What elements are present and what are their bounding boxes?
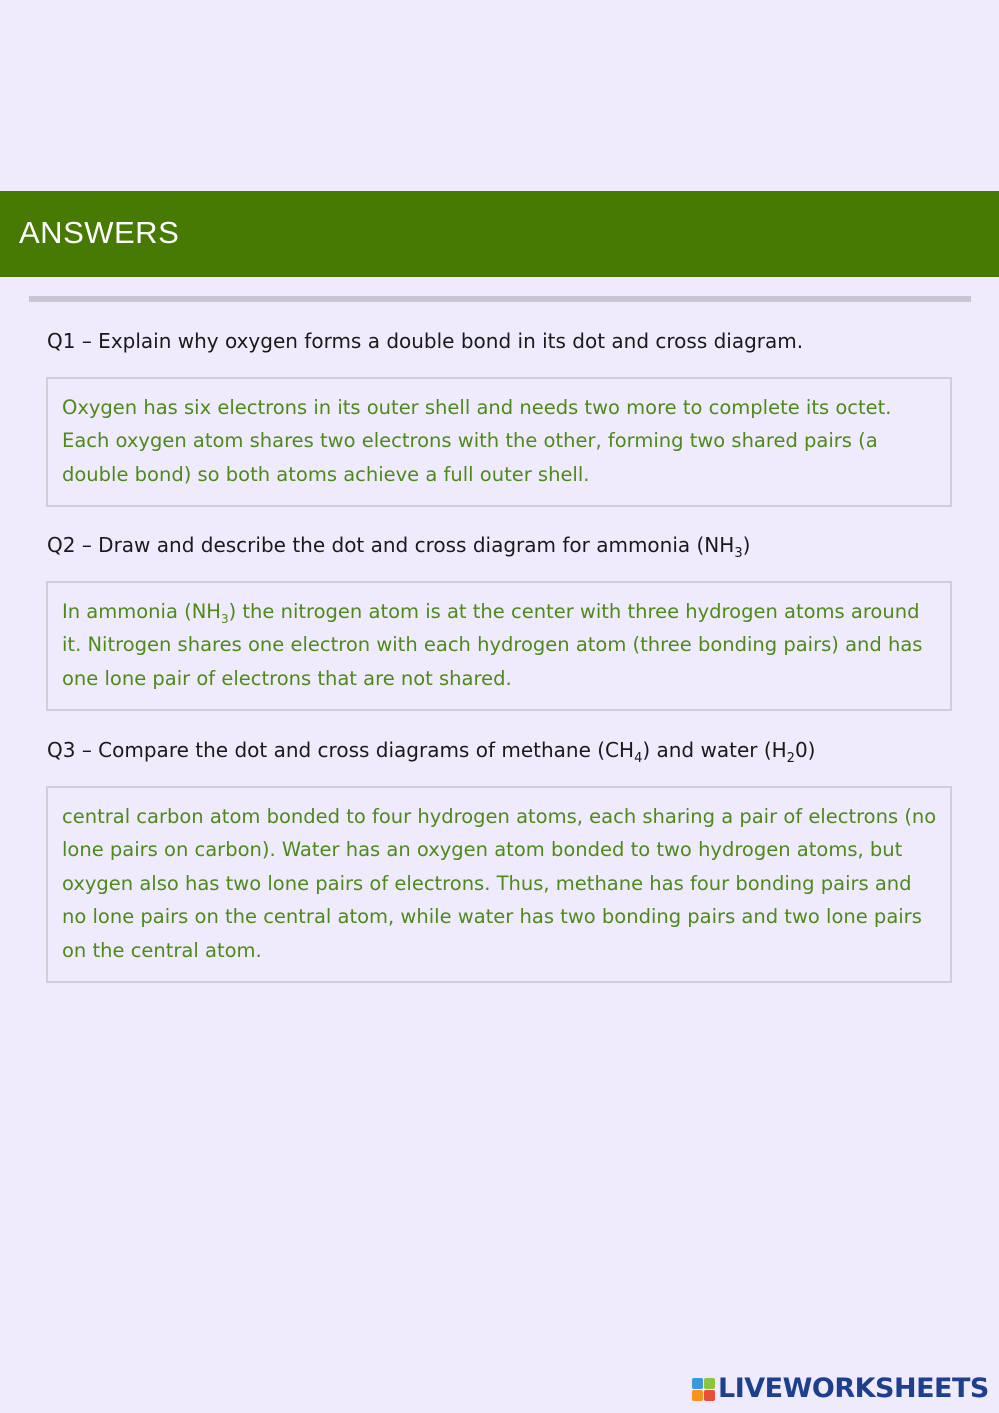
answer-1-text: Oxygen has six electrons in its outer shell and needs two more to complete its octet. Each oxygen atom shares two electrons with the other, forming two shared pairs (a double bond) so both atoms achieve a full outer shell. [62,396,892,486]
answer-box-1[interactable] [46,377,952,507]
question-2-text: Q2 – Draw and describe the dot and cross diagram for ammonia (NH [47,533,735,557]
answer-box-2[interactable] [46,581,952,711]
question-3-subscript-2: 2 [786,751,795,766]
question-2-text-end: ) [742,533,751,557]
question-1-text: Q1 – Explain why oxygen forms a double bond in its dot and cross diagram. [47,329,804,353]
logo-text: LIVEWORKSHEETS [718,1373,989,1404]
question-3 [47,735,815,765]
liveworksheets-logo [692,1371,989,1407]
question-3-subscript-1: 4 [634,751,643,766]
question-1 [47,326,803,356]
answer-2-text-start: In ammonia (NH [62,600,221,623]
answer-box-3[interactable] [46,786,952,983]
question-2-subscript: 3 [734,546,743,561]
answer-2-text-rest: ) the nitrogen atom is at the center with three hydrogen atoms around it. Nitrogen shares one electron with each hydrogen atom (three bonding pairs) and has one lone pair of electrons that are not shared. [62,600,923,690]
answer-2-subscript: 3 [220,611,229,626]
question-3-text-middle: ) and water (H [642,738,787,762]
logo-mark-icon [692,1378,715,1401]
question-3-text: Q3 – Compare the dot and cross diagrams of methane (CH [47,738,635,762]
answer-2-text [62,595,942,695]
question-3-text-end: 0) [794,738,816,762]
page-title: ANSWERS [19,215,180,250]
answer-3-text: central carbon atom bonded to four hydrogen atoms, each sharing a pair of electrons (no lone pairs on carbon). Water has an oxygen atom bonded to two hydrogen atoms, but oxygen also has two lone pairs of electrons. Thus, methane has four bonding pairs and no lone pairs on the central atom, while water has two bonding pairs and two lone pairs on the central atom. [62,805,937,962]
divider [29,296,971,302]
question-2 [47,530,750,560]
